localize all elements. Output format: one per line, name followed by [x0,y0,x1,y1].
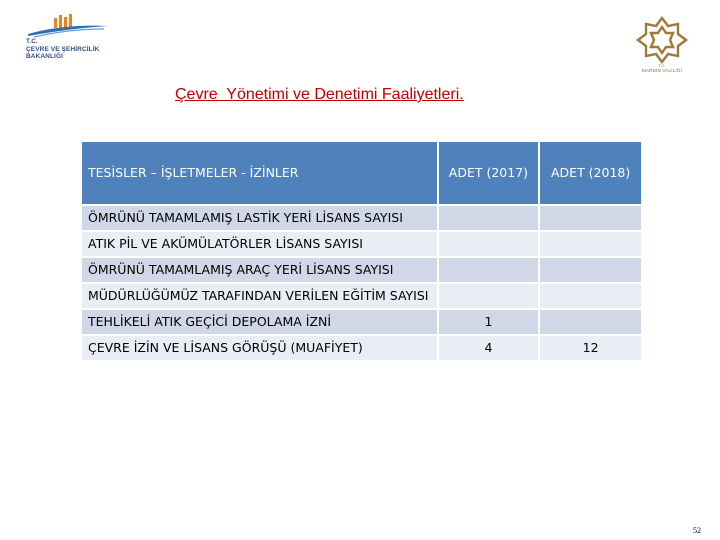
governorship-caption: MARDİN VALİLİĞİ [642,68,682,73]
row-value-2017: 4 [438,335,540,361]
row-value-2018 [539,205,642,231]
row-label: ÇEVRE İZİN VE LİSANS GÖRÜŞÜ (MUAFİYET) [81,335,438,361]
row-label: TEHLİKELİ ATIK GEÇİCİ DEPOLAMA İZNİ [81,309,438,335]
row-value-2017 [438,257,540,283]
row-value-2018: 12 [539,335,642,361]
header-count-2017: ADET (2017) [438,141,540,205]
row-value-2017 [438,205,540,231]
row-value-2018 [539,257,642,283]
page-number: 52 [693,526,701,535]
table-row [81,205,642,231]
row-value-2017 [438,231,540,257]
ministry-line-3: BAKANLIĞI [26,53,64,60]
ministry-line-2: ÇEVRE VE ŞEHİRCİLİK [26,45,100,53]
table-header-row [81,141,642,205]
row-value-2017 [438,283,540,309]
table-row [81,257,642,283]
table-row [81,231,642,257]
ministry-name [26,38,99,61]
row-label: ÖMRÜNÜ TAMAMLAMIŞ LASTİK YERİ LİSANS SAYISI [81,205,438,231]
row-label: ATIK PİL VE AKÜMÜLATÖRLER LİSANS SAYISI [81,231,438,257]
header-count-2018: ADET (2018) [539,141,642,205]
governorship-logo [632,14,692,78]
table-row [81,283,642,309]
table-row [81,335,642,361]
page-title: Çevre Yönetimi ve Denetimi Faaliyetleri. [175,86,464,103]
ministry-logo [24,14,124,66]
row-label: ÖMRÜNÜ TAMAMLAMIŞ ARAÇ YERİ LİSANS SAYISI [81,257,438,283]
row-value-2018 [539,231,642,257]
row-value-2018 [539,283,642,309]
seljuk-star-emblem-icon [632,14,692,64]
ministry-line-1: T.C. [26,38,38,45]
governorship-caption-top: T.C. [658,63,666,68]
row-label: MÜDÜRLÜĞÜMÜZ TARAFINDAN VERİLEN EĞİTİM SAYISI [81,283,438,309]
activities-table [80,140,643,362]
row-value-2018 [539,309,642,335]
ministry-emblem-icon [24,14,124,40]
table-row [81,309,642,335]
header-facilities: TESİSLER – İŞLETMELER - İZİNLER [81,141,438,205]
row-value-2017: 1 [438,309,540,335]
